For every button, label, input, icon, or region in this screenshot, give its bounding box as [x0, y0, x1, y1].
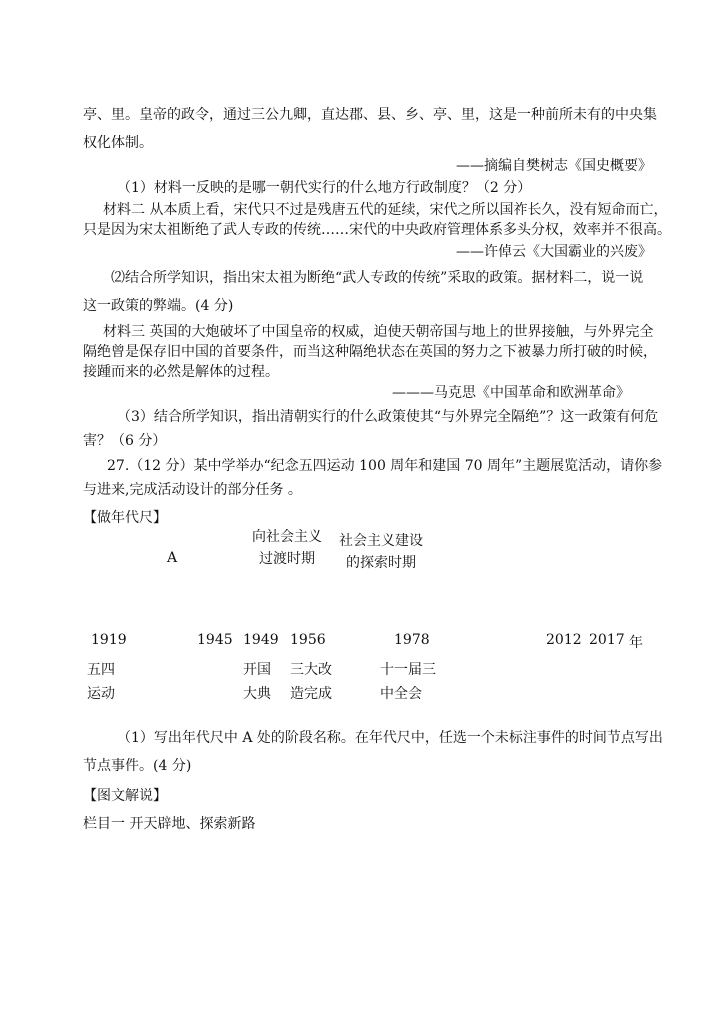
timeline-year-unit: 年 — [629, 635, 643, 651]
question-3-line1: （3）结合所学知识，指出清朝实行的什么政策使其“与外界完全隔绝”？这一政策有何危 — [117, 409, 659, 425]
timeline-label-a: A — [167, 550, 178, 566]
timeline-event-line2: 造完成 — [290, 686, 332, 702]
timeline-label-transition — [250, 526, 324, 570]
question-1: （1）材料一反映的是哪一朝代实行的什么地方行政制度？（2 分） — [117, 180, 532, 196]
timeline-year: 1949 — [243, 632, 279, 648]
timeline-year: 1945 — [197, 632, 233, 648]
timeline-event-line2: 大典 — [243, 686, 271, 702]
timeline-label-transition-line2: 过渡时期 — [259, 551, 315, 567]
question-27-line1: 27.（12 分）某中学举办“纪念五四运动 100 周年和建国 70 周年”主题展览活动，请你参 — [107, 458, 663, 474]
question-27-1-line2: 节点事件。(4 分) — [83, 758, 192, 774]
timeline-event-line2: 中全会 — [380, 686, 422, 702]
timeline-event — [87, 658, 115, 706]
column-1-title: 栏目一 开天辟地、探索新路 — [83, 816, 256, 832]
timeline-year: 1919 — [91, 632, 127, 648]
material3-line2: 隔绝曾是保存旧中国的首要条件，而当这种隔绝状态在英国的努力之下被暴力所打破的时候， — [83, 344, 657, 360]
section-illustration-heading: 【图文解说】 — [83, 788, 167, 804]
timeline-label-explore — [336, 530, 426, 574]
timeline-event-line1: 五四 — [87, 662, 115, 678]
material2-line1: 材料二 从本质上看，宋代只不过是残唐五代的延续，宋代之所以国祚长久，没有短命而亡， — [103, 202, 668, 218]
timeline-event — [243, 658, 271, 706]
question-2-line1: ⑵结合所学知识，指出宋太祖为断绝“武人专政的传统”采取的政策。据材料二，说一说 — [111, 270, 644, 286]
section-timeline-heading: 【做年代尺】 — [83, 510, 167, 526]
timeline-year: 1956 — [290, 632, 326, 648]
material3-line1: 材料三 英国的大炮破坏了中国皇帝的权威，迫使天朝帝国与地上的世界接触，与外界完全 — [103, 324, 654, 340]
question-27-line2: 与进来,完成活动设计的部分任务 。 — [83, 482, 302, 498]
timeline-year: 2017 — [589, 632, 625, 648]
timeline-event-line1: 开国 — [243, 662, 271, 678]
timeline-event-line2: 运动 — [87, 686, 115, 702]
timeline-label-explore-line1: 社会主义建设 — [339, 533, 423, 549]
material2-line2: 只是因为宋太祖断绝了武人专政的传统……宋代的中央政府管理体系多头分权，效率并不很高。 — [83, 222, 671, 238]
timeline-year: 2012 — [546, 632, 582, 648]
timeline-event — [380, 658, 436, 706]
timeline-label-transition-line1: 向社会主义 — [252, 529, 322, 545]
timeline-event-line1: 三大改 — [290, 662, 332, 678]
question-2-line2: 这一政策的弊端。(4 分) — [83, 298, 234, 314]
source-2: ——许倬云《大国霸业的兴废》 — [456, 244, 652, 260]
timeline-label-explore-line2: 的探索时期 — [346, 555, 416, 571]
source-1: ——摘编自樊树志《国史概要》 — [456, 158, 652, 174]
timeline-year: 1978 — [394, 632, 430, 648]
source-3: ———马克思《中国革命和欧洲革命》 — [392, 385, 630, 401]
timeline-event — [290, 658, 332, 706]
timeline-event-line1: 十一届三 — [380, 662, 436, 678]
question-3-line2: 害？（6 分） — [83, 433, 167, 449]
material3-line3: 接踵而来的必然是解体的过程。 — [83, 364, 279, 380]
question-27-1-line1: （1）写出年代尺中 A 处的阶段名称。在年代尺中，任选一个未标注事件的时间节点写出 — [117, 730, 663, 746]
para1-line1: 亭、里。皇帝的政令，通过三公九卿，直达郡、县、乡、亭、里，这是一种前所未有的中央集 — [83, 107, 657, 123]
para1-line2: 权化体制。 — [83, 135, 153, 151]
